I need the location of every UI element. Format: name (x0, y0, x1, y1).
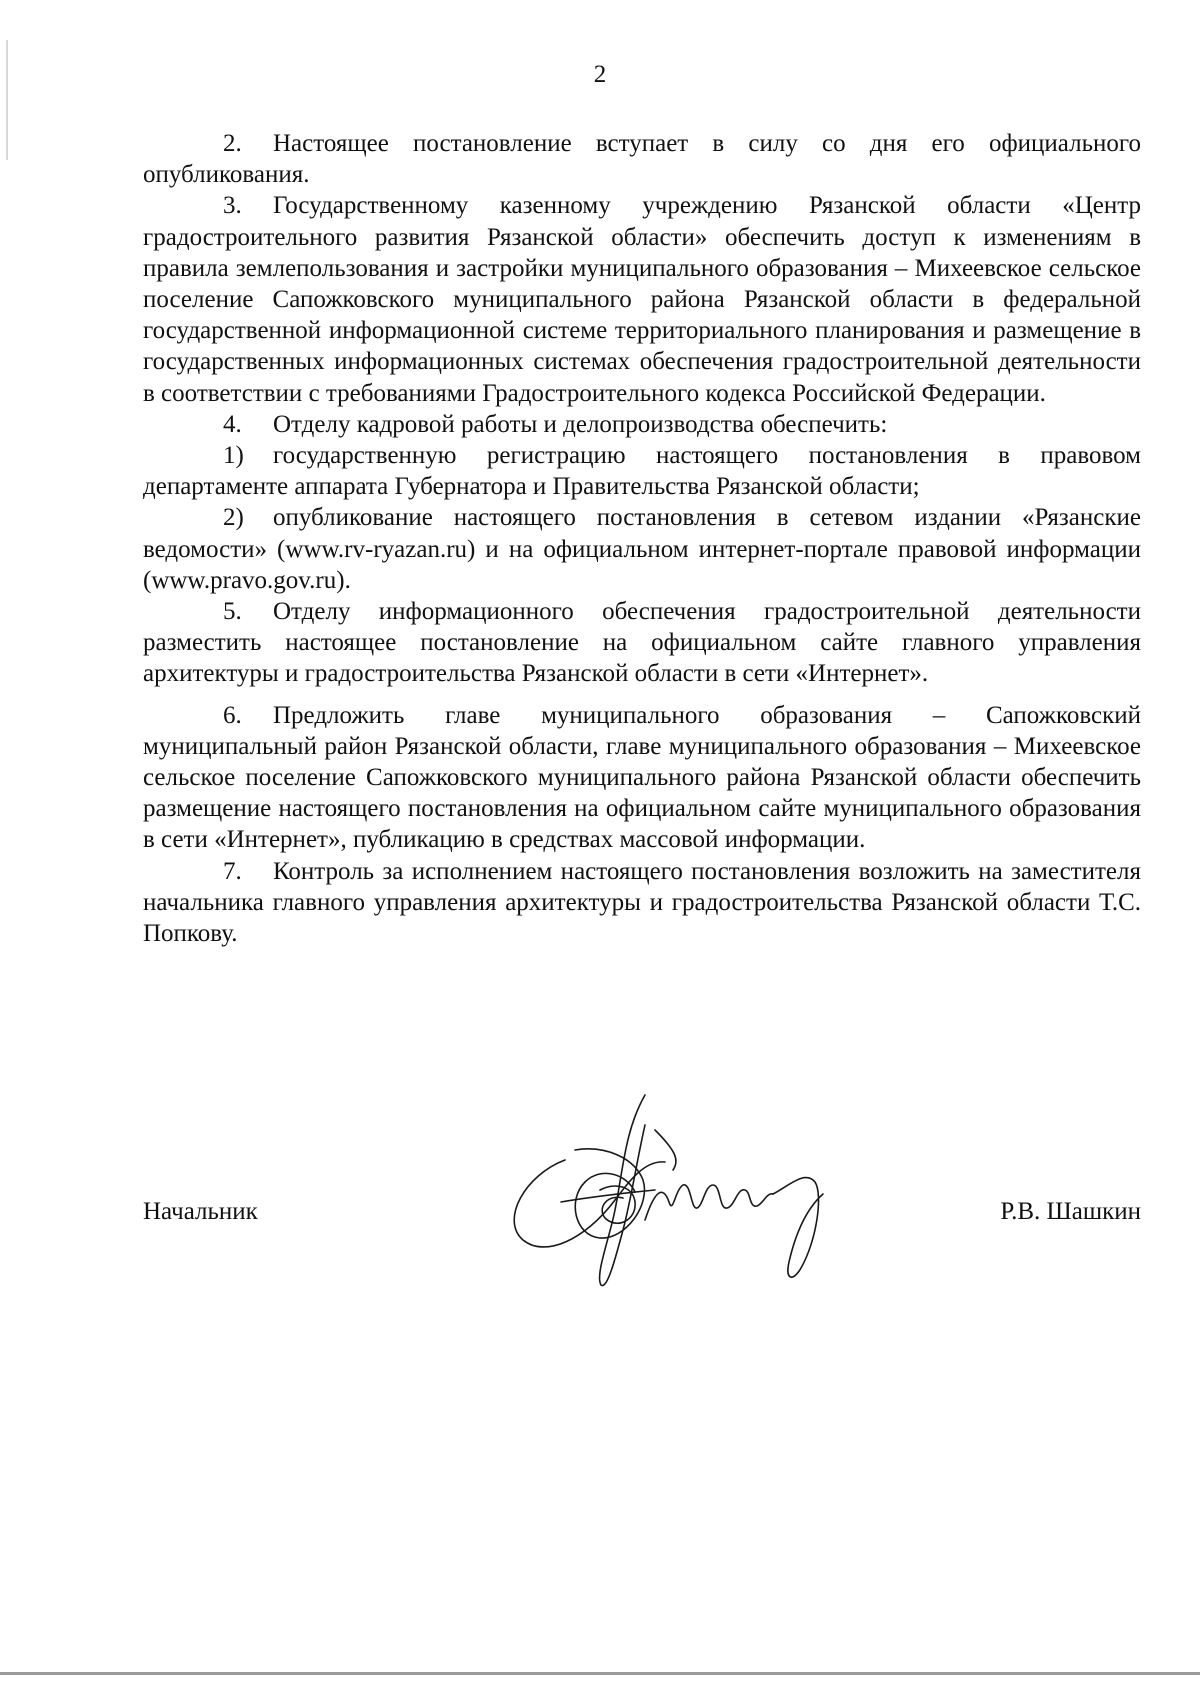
signatory-position: Начальник (143, 1198, 258, 1225)
signatory-name: Р.В. Шашкин (1000, 1198, 1141, 1225)
paragraph-text: Отделу кадровой работы и делопроизводства обеспечить: (273, 410, 888, 438)
paragraph-text: Настоящее постановление вступает в силу со дня его официального опубликования. (143, 130, 1141, 189)
paragraph-number: 5. (223, 598, 242, 626)
subparagraph-2 (143, 502, 1141, 596)
paragraph-number: 7. (223, 857, 242, 885)
paragraph-number: 3. (223, 192, 242, 220)
paragraph-4 (143, 409, 1141, 440)
signature-block (143, 1197, 1141, 1237)
paragraph-number: 2) (223, 504, 244, 532)
paragraph-number: 4. (223, 410, 242, 438)
paragraph-number: 6. (223, 701, 242, 729)
scan-edge-left (6, 40, 8, 160)
paragraph-text: Отделу информационного обеспечения градостроительной деятельности разместить настоящее постановление на официальном сайте главного управления архитектуры и градостроительства Рязанской области в сети «Интернет». (143, 598, 1141, 688)
subparagraph-1 (143, 440, 1141, 502)
page-number: 2 (593, 61, 607, 88)
handwritten-signature (505, 1090, 855, 1290)
paragraph-2 (143, 128, 1141, 190)
paragraph-3 (143, 190, 1141, 408)
paragraph-number: 1) (223, 442, 244, 470)
paragraph-text: Государственному казенному учреждению Рязанской области «Центр градостроительного развития Рязанской области» обеспечить доступ к изменениям в правила землепользования и застройки муниципального образования – Михеевское сельское поселение Сапожковского муниципального района Рязанской области в федеральной государственной информационной системе территориального планирования и размещение в государственных информационных системах обеспечения градостроительной деятельности в соответствии с требованиями Градостроительного кодекса Российской Федерации. (143, 192, 1141, 407)
paragraph-text: опубликование настоящего постановления в сетевом издании «Рязанские ведомости» (www.rv-ryazan.ru) и на официальном интернет-портале правовой информации (www.pravo.gov.ru). (143, 504, 1141, 594)
paragraph-6 (143, 700, 1141, 856)
document-body (143, 128, 1141, 949)
paragraph-7 (143, 856, 1141, 950)
paragraph-text: государственную регистрацию настоящего постановления в правовом департаменте аппарата Губернатора и Правительства Рязанской области; (143, 442, 1141, 501)
paragraph-text: Предложить главе муниципального образования – Сапожковский муниципальный район Рязанской области, главе муниципального образования – Михеевское сельское поселение Сапожковского муниципального района Рязанской области обеспечить размещение настоящего постановления на официальном сайте муниципального образования в сети «Интернет», публикацию в средствах массовой информации. (143, 701, 1141, 854)
paragraph-number: 2. (223, 130, 242, 157)
scan-edge-bottom (0, 1672, 1200, 1675)
paragraph-5 (143, 596, 1141, 690)
paragraph-text: Контроль за исполнением настоящего постановления возложить на заместителя начальника главного управления архитектуры и градостроительства Рязанской области Т.С. Попкову. (143, 857, 1141, 948)
